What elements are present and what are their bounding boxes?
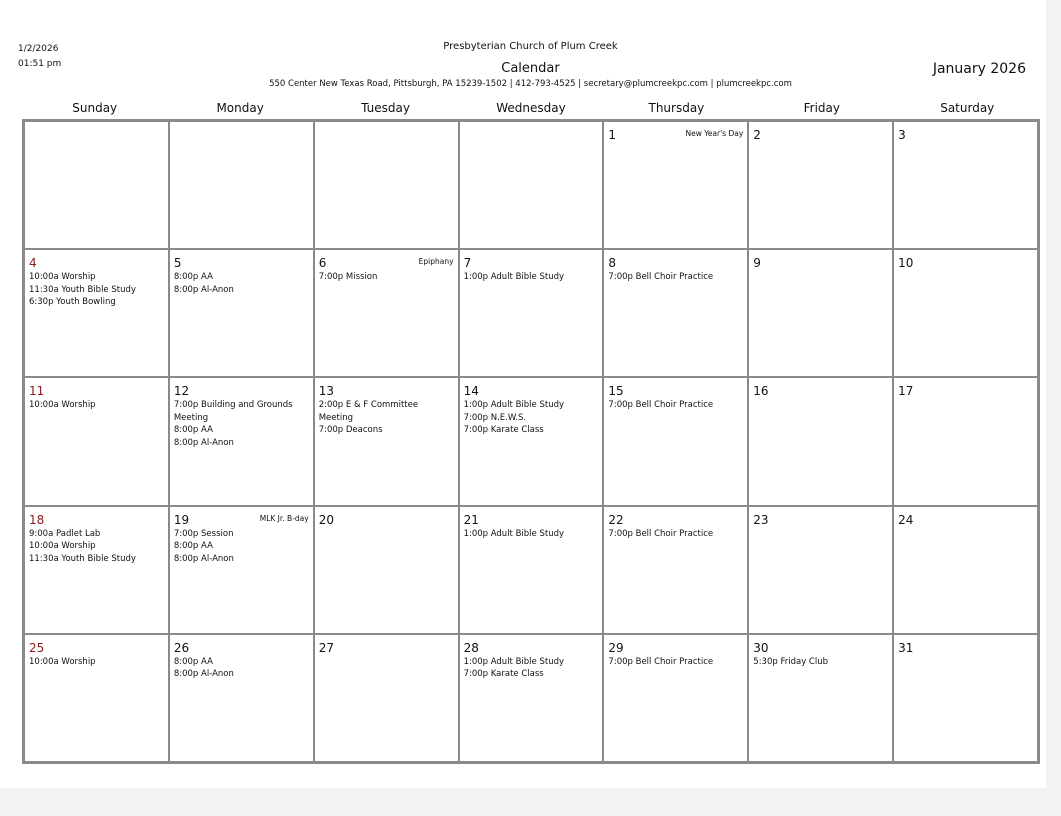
- event-list: [464, 399, 599, 437]
- day-cell-16[interactable]: [748, 377, 893, 505]
- day-cell-12[interactable]: [169, 377, 314, 505]
- day-number: 9: [753, 256, 761, 271]
- day-cell-18[interactable]: [24, 506, 169, 634]
- event-item[interactable]: 8:00p AA: [173, 425, 213, 436]
- day-number: 25: [29, 640, 45, 655]
- event-list: [29, 271, 164, 309]
- day-cell-28[interactable]: [459, 634, 604, 762]
- day-number: 6: [318, 256, 327, 271]
- day-number: 4: [29, 256, 37, 271]
- day-cell-6[interactable]: [314, 249, 459, 377]
- day-cell-1[interactable]: [603, 121, 748, 249]
- day-cell-empty[interactable]: [314, 121, 459, 249]
- holiday-label: Epiphany: [418, 257, 454, 267]
- event-item[interactable]: 10:00a Worship: [29, 541, 96, 552]
- event-item[interactable]: 1:00p Adult Bible Study: [463, 400, 565, 411]
- print-time: 01:51 pm: [18, 59, 62, 69]
- day-cell-2[interactable]: [748, 121, 893, 249]
- event-item[interactable]: 10:00a Worship: [29, 400, 96, 411]
- day-cell-empty[interactable]: [169, 121, 314, 249]
- event-item[interactable]: 7:00p Building and Grounds: [173, 400, 293, 411]
- org-name: Presbyterian Church of Plum Creek: [443, 41, 618, 52]
- event-item[interactable]: 5:30p Friday Club: [753, 656, 829, 667]
- day-number: 11: [29, 384, 45, 399]
- event-list: [608, 656, 743, 669]
- day-cell-9[interactable]: [748, 249, 893, 377]
- day-cell-26[interactable]: [169, 634, 314, 762]
- weekday-header-row: [22, 101, 1040, 115]
- event-list: [753, 656, 888, 669]
- event-item[interactable]: 1:00p Adult Bible Study: [463, 656, 565, 667]
- day-cell-14[interactable]: [459, 377, 604, 505]
- event-list: [29, 399, 164, 412]
- calendar-title: Calendar: [501, 61, 560, 76]
- event-item[interactable]: 11:30a Youth Bible Study: [29, 553, 136, 564]
- day-number: 14: [463, 384, 479, 399]
- day-number: 20: [318, 512, 334, 527]
- event-item[interactable]: 8:00p Al-Anon: [173, 669, 234, 680]
- weekday-header-sunday: Sunday: [72, 101, 118, 115]
- event-item[interactable]: 8:00p Al-Anon: [173, 553, 234, 564]
- event-list: [319, 399, 454, 437]
- day-cell-empty[interactable]: [24, 121, 169, 249]
- day-number: 3: [898, 128, 906, 142]
- event-item[interactable]: 8:00p AA: [173, 541, 213, 552]
- event-item[interactable]: 1:00p Adult Bible Study: [463, 272, 565, 283]
- event-item[interactable]: 7:00p Karate Class: [463, 425, 544, 436]
- day-number: 27: [318, 640, 334, 655]
- day-number: 16: [753, 384, 769, 399]
- event-item[interactable]: 8:00p AA: [173, 272, 213, 283]
- event-list: [29, 656, 164, 669]
- event-item[interactable]: 6:30p Youth Bowling: [29, 297, 116, 308]
- event-list: [464, 656, 599, 681]
- event-list: [319, 271, 454, 284]
- event-item[interactable]: 8:00p AA: [173, 656, 213, 667]
- holiday-label: MLK Jr. B-day: [259, 513, 309, 523]
- day-cell-27[interactable]: [314, 634, 459, 762]
- event-list: [464, 271, 599, 284]
- weekday-header-tuesday: Tuesday: [361, 101, 410, 115]
- event-item[interactable]: 7:00p Karate Class: [463, 669, 544, 680]
- day-number: 2: [753, 128, 761, 142]
- day-cell-19[interactable]: [169, 506, 314, 634]
- print-date: 1/2/2026: [18, 44, 59, 54]
- day-cell-17[interactable]: [893, 377, 1038, 505]
- day-cell-4[interactable]: [24, 249, 169, 377]
- event-item[interactable]: 7:00p Bell Choir Practice: [608, 272, 714, 283]
- day-cell-8[interactable]: [603, 249, 748, 377]
- event-item[interactable]: 2:00p E & F Committee: [318, 400, 419, 411]
- day-cell-21[interactable]: [459, 506, 604, 634]
- day-cell-20[interactable]: [314, 506, 459, 634]
- event-item[interactable]: Meeting: [318, 412, 353, 423]
- day-cell-10[interactable]: [893, 249, 1038, 377]
- day-cell-11[interactable]: [24, 377, 169, 505]
- day-number: 13: [318, 384, 334, 399]
- calendar-grid: [22, 119, 1040, 764]
- event-list: [464, 528, 599, 541]
- holiday-label: New Year's Day: [685, 129, 744, 138]
- day-number: 23: [753, 512, 769, 527]
- day-cell-24[interactable]: [893, 506, 1038, 634]
- event-item[interactable]: 7:00p Bell Choir Practice: [608, 528, 714, 539]
- event-list: [608, 399, 743, 412]
- event-item[interactable]: 7:00p Session: [173, 528, 234, 539]
- day-number: 21: [463, 512, 479, 527]
- day-number: 22: [608, 512, 624, 527]
- event-item[interactable]: 7:00p Bell Choir Practice: [608, 656, 714, 667]
- day-number: 19: [173, 512, 190, 527]
- event-item[interactable]: Meeting: [173, 412, 209, 423]
- day-cell-29[interactable]: [603, 634, 748, 762]
- event-item[interactable]: 10:00a Worship: [29, 656, 96, 667]
- event-list: [608, 271, 743, 284]
- day-number: 7: [463, 256, 472, 271]
- event-list: [174, 399, 309, 449]
- day-number: 29: [608, 640, 624, 655]
- day-cell-3[interactable]: [893, 121, 1038, 249]
- page-edge-right: [1046, 0, 1061, 816]
- day-number: 28: [463, 640, 479, 655]
- day-number: 15: [608, 384, 624, 399]
- event-item[interactable]: 1:00p Adult Bible Study: [463, 528, 565, 539]
- event-item[interactable]: 11:30a Youth Bible Study: [29, 284, 136, 295]
- day-number: 8: [608, 256, 617, 271]
- day-number: 24: [898, 512, 914, 527]
- event-item[interactable]: 7:00p N.E.W.S.: [463, 412, 527, 423]
- event-item[interactable]: 8:00p Al-Anon: [173, 284, 234, 295]
- event-list: [174, 656, 309, 681]
- event-item[interactable]: 9:00a Padlet Lab: [29, 528, 101, 539]
- weekday-header-thursday: Thursday: [648, 101, 705, 115]
- event-item[interactable]: 7:00p Mission: [318, 272, 378, 283]
- event-item[interactable]: 7:00p Bell Choir Practice: [608, 400, 714, 411]
- month-title: January 2026: [932, 61, 1026, 77]
- day-cell-15[interactable]: [603, 377, 748, 505]
- day-number: 10: [898, 256, 914, 271]
- day-cell-30[interactable]: [748, 634, 893, 762]
- day-number: 30: [753, 640, 769, 655]
- event-list: [174, 528, 309, 566]
- weekday-header-friday: Friday: [803, 101, 840, 115]
- event-item[interactable]: 8:00p Al-Anon: [173, 437, 234, 448]
- day-number: 26: [173, 640, 190, 655]
- weekday-header-wednesday: Wednesday: [496, 101, 566, 115]
- event-list: [29, 528, 164, 566]
- org-contact-info: 550 Center New Texas Road, Pittsburgh, PA 15239-1502 | 412-793-4525 | secretary@plumcreekpc.com | plumcreekpc.com: [269, 79, 792, 89]
- day-cell-31[interactable]: [893, 634, 1038, 762]
- weekday-header-saturday: Saturday: [940, 101, 995, 115]
- day-number: 18: [29, 512, 45, 527]
- day-cell-22[interactable]: [603, 506, 748, 634]
- day-number: 5: [173, 256, 182, 271]
- day-cell-5[interactable]: [169, 249, 314, 377]
- day-cell-23[interactable]: [748, 506, 893, 634]
- page-edge-bottom: [0, 788, 1061, 816]
- day-number: 1: [608, 128, 617, 142]
- event-item[interactable]: 7:00p Deacons: [318, 425, 383, 436]
- day-cell-25[interactable]: [24, 634, 169, 762]
- day-number: 12: [173, 384, 190, 399]
- day-number: 17: [898, 384, 914, 399]
- event-item[interactable]: 10:00a Worship: [29, 272, 96, 283]
- event-list: [174, 271, 309, 296]
- day-cell-7[interactable]: [459, 249, 604, 377]
- day-cell-empty[interactable]: [459, 121, 604, 249]
- weekday-header-monday: Monday: [216, 101, 264, 115]
- day-cell-13[interactable]: [314, 377, 459, 505]
- event-list: [608, 528, 743, 541]
- day-number: 31: [898, 640, 914, 655]
